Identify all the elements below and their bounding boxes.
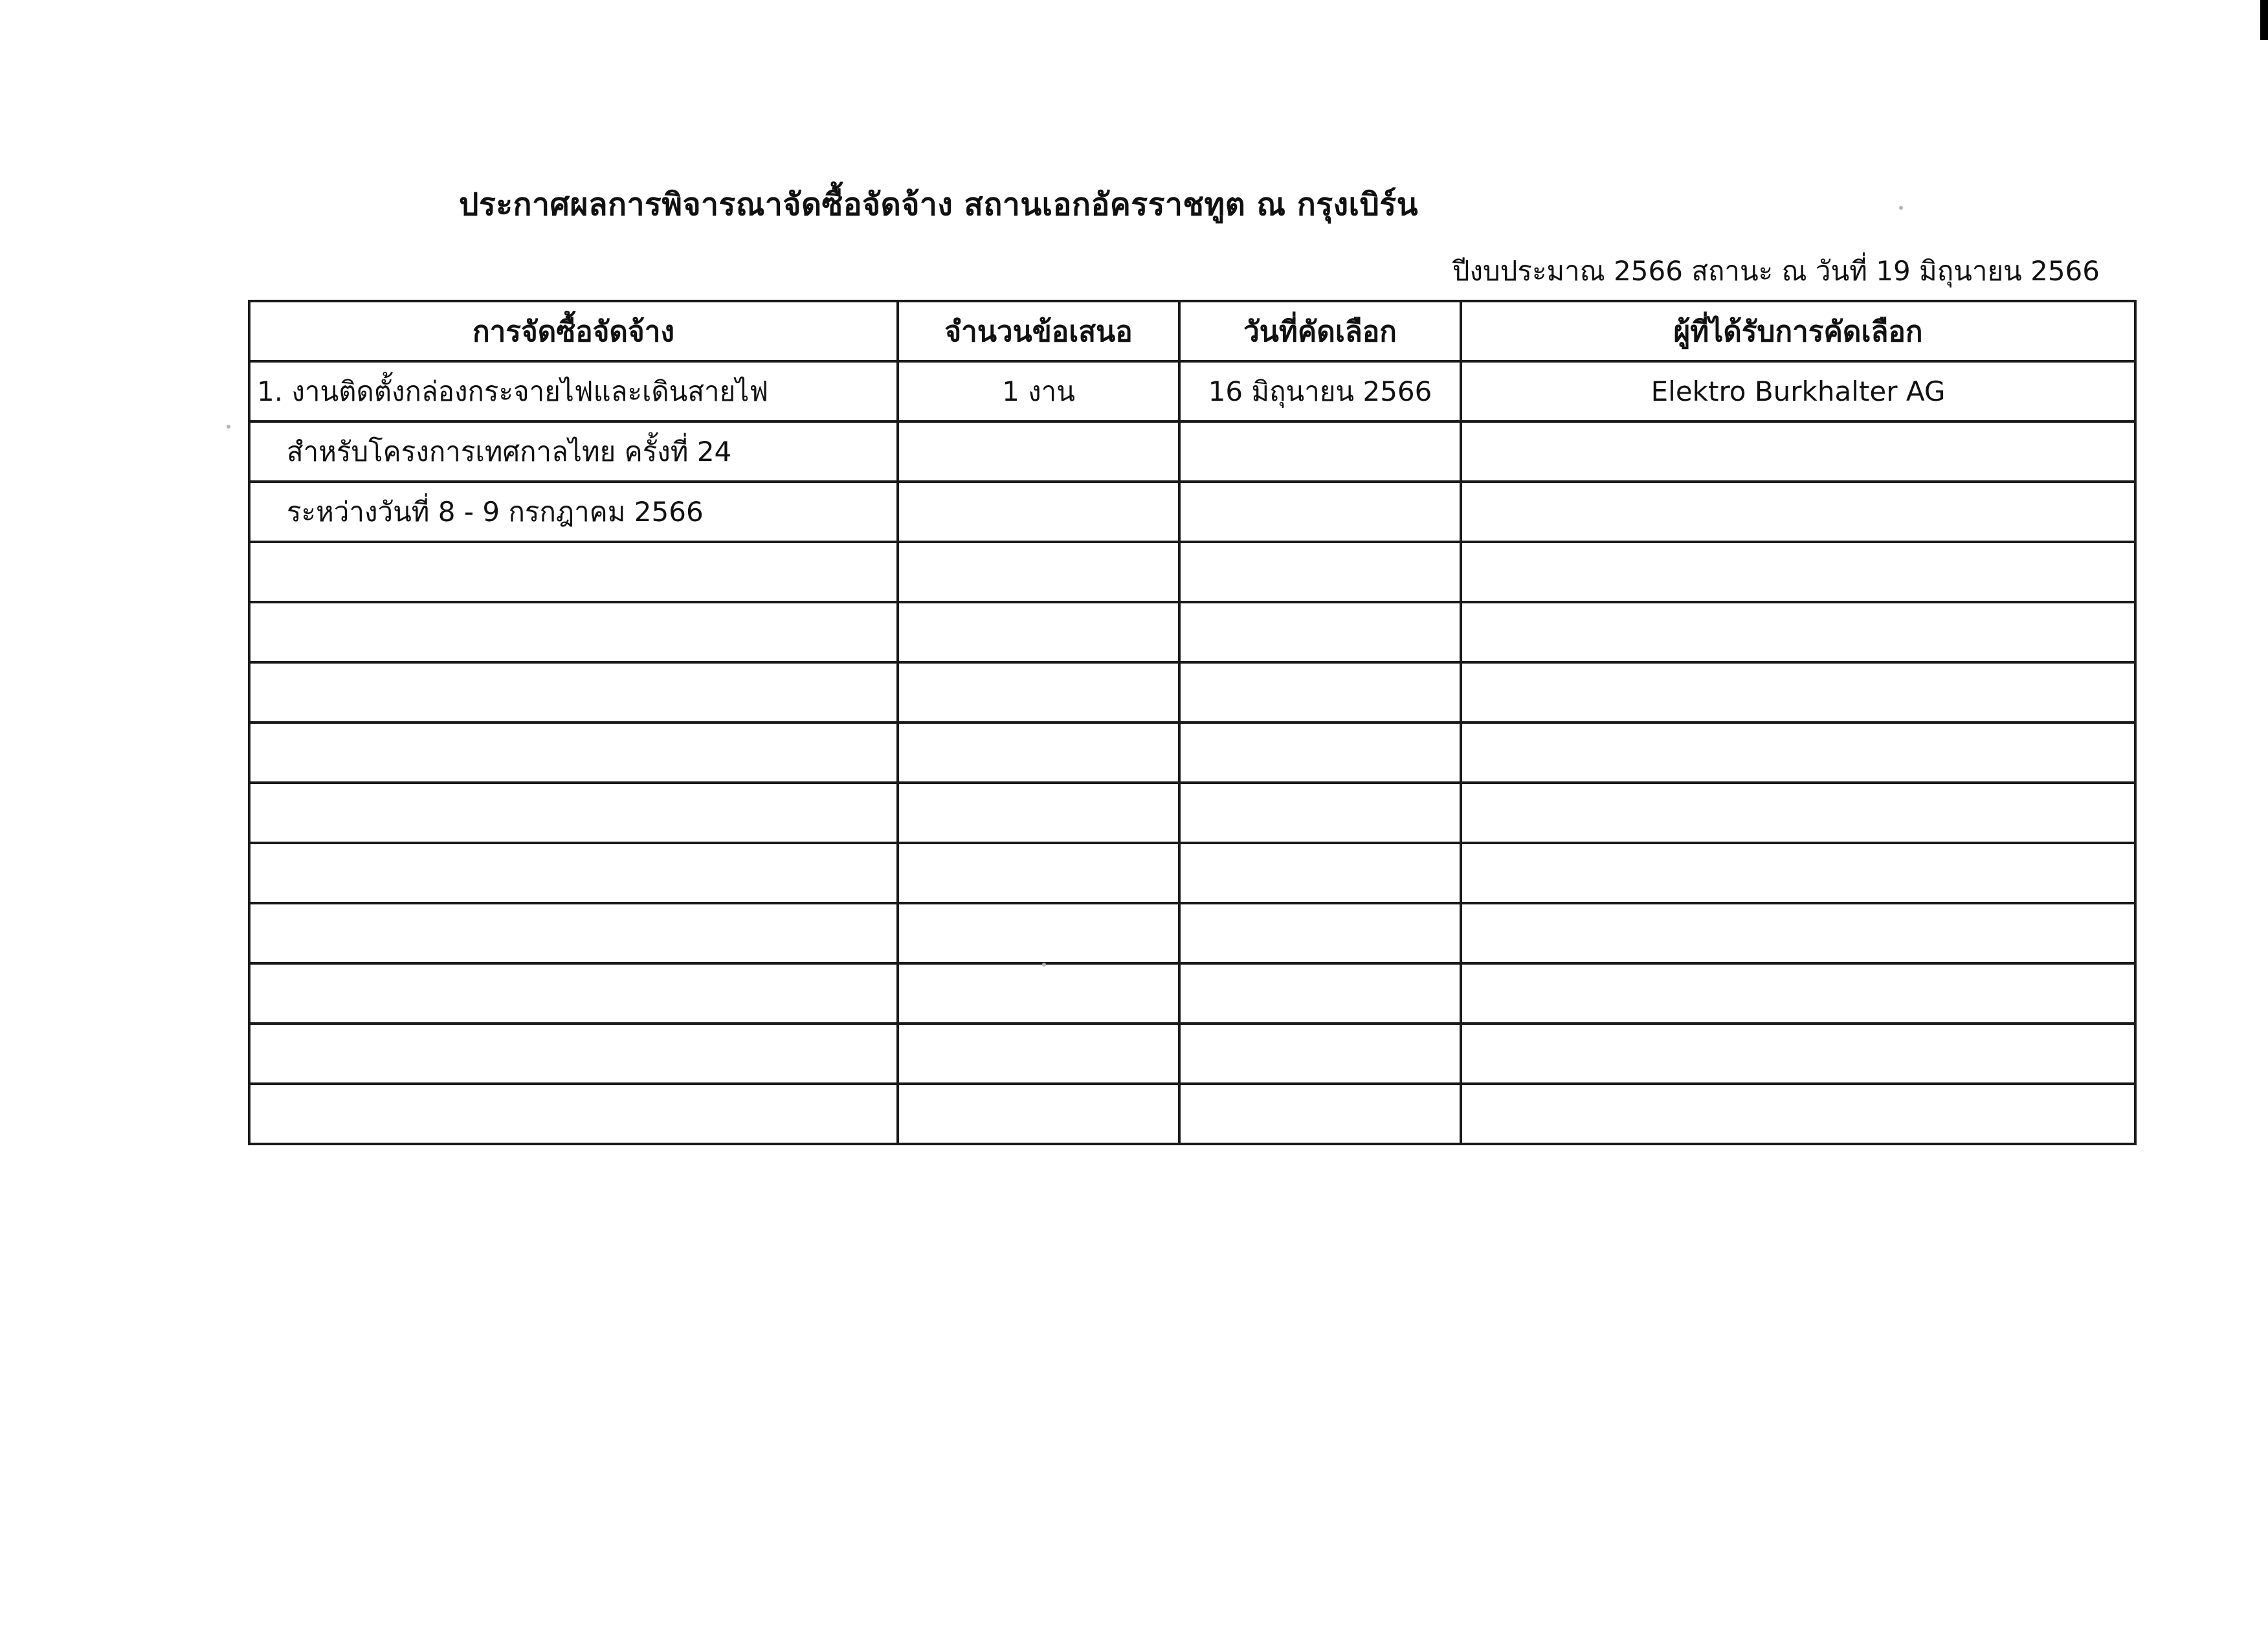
header-offer-count: จำนวนข้อเสนอ [898,301,1179,361]
scan-speck [1899,206,1903,210]
selection-date-cell [1179,1024,1461,1084]
selected-vendor-cell [1461,723,2135,783]
table-header-row [249,301,2135,361]
offer-count-cell [898,903,1179,963]
offer-count-cell [898,662,1179,723]
procurement-item-cell [249,542,898,602]
selected-vendor-cell [1461,783,2135,843]
selected-vendor-cell [1461,662,2135,723]
selected-vendor-cell [1461,602,2135,662]
table-row [249,482,2135,542]
table-row [249,602,2135,662]
header-selection-date: วันที่คัดเลือก [1179,301,1461,361]
selection-date-cell [1179,542,1461,602]
selection-date-cell [1179,1084,1461,1144]
header-selected-vendor: ผู้ที่ได้รับการคัดเลือก [1461,301,2135,361]
procurement-item-cell [249,1084,898,1144]
table-row [249,361,2135,421]
selected-vendor-cell [1461,1084,2135,1144]
status-date-line: ปีงบประมาณ 2566 สถานะ ณ วันที่ 19 มิถุนายน 2566 [1452,255,2100,287]
selected-vendor-cell [1461,421,2135,482]
procurement-item-cell [249,783,898,843]
selection-date-cell: 16 มิถุนายน 2566 [1179,361,1461,421]
selection-date-cell [1179,421,1461,482]
table-row [249,421,2135,482]
table-row [249,662,2135,723]
procurement-table [248,300,2137,1145]
selection-date-cell [1179,662,1461,723]
procurement-item-cell [249,963,898,1024]
scan-speck [1042,963,1046,967]
table-row [249,723,2135,783]
offer-count-cell [898,723,1179,783]
scan-edge-mark [2260,0,2268,40]
selected-vendor-cell [1461,843,2135,903]
procurement-item-cell [249,843,898,903]
selected-vendor-cell: Elektro Burkhalter AG [1461,361,2135,421]
scan-speck [227,425,230,429]
offer-count-cell [898,1024,1179,1084]
table-row [249,843,2135,903]
selected-vendor-cell [1461,542,2135,602]
selection-date-cell [1179,783,1461,843]
table-row [249,1024,2135,1084]
offer-count-cell [898,783,1179,843]
procurement-item-cell: 1. งานติดตั้งกล่องกระจายไฟและเดินสายไฟ [249,361,898,421]
document-title: ประกาศผลการพิจารณาจัดซื้อจัดจ้าง สถานเอกอัครราชทูต ณ กรุงเบิร์น [458,186,1419,223]
procurement-item-cell [249,1024,898,1084]
table-row [249,783,2135,843]
table-row [249,903,2135,963]
selection-date-cell [1179,843,1461,903]
offer-count-cell [898,963,1179,1024]
selection-date-cell [1179,903,1461,963]
selection-date-cell [1179,723,1461,783]
selection-date-cell [1179,482,1461,542]
selected-vendor-cell [1461,1024,2135,1084]
offer-count-cell [898,843,1179,903]
offer-count-cell [898,421,1179,482]
offer-count-cell: 1 งาน [898,361,1179,421]
offer-count-cell [898,482,1179,542]
procurement-item-cell [249,723,898,783]
procurement-item-cell: ระหว่างวันที่ 8 - 9 กรกฎาคม 2566 [249,482,898,542]
offer-count-cell [898,542,1179,602]
table-row [249,1084,2135,1144]
procurement-item-cell: สำหรับโครงการเทศกาลไทย ครั้งที่ 24 [249,421,898,482]
procurement-item-cell [249,903,898,963]
offer-count-cell [898,602,1179,662]
offer-count-cell [898,1084,1179,1144]
procurement-item-cell [249,602,898,662]
selection-date-cell [1179,963,1461,1024]
header-procurement: การจัดซื้อจัดจ้าง [249,301,898,361]
selected-vendor-cell [1461,903,2135,963]
selected-vendor-cell [1461,482,2135,542]
table-row [249,542,2135,602]
selected-vendor-cell [1461,963,2135,1024]
table-row [249,963,2135,1024]
selection-date-cell [1179,602,1461,662]
procurement-item-cell [249,662,898,723]
